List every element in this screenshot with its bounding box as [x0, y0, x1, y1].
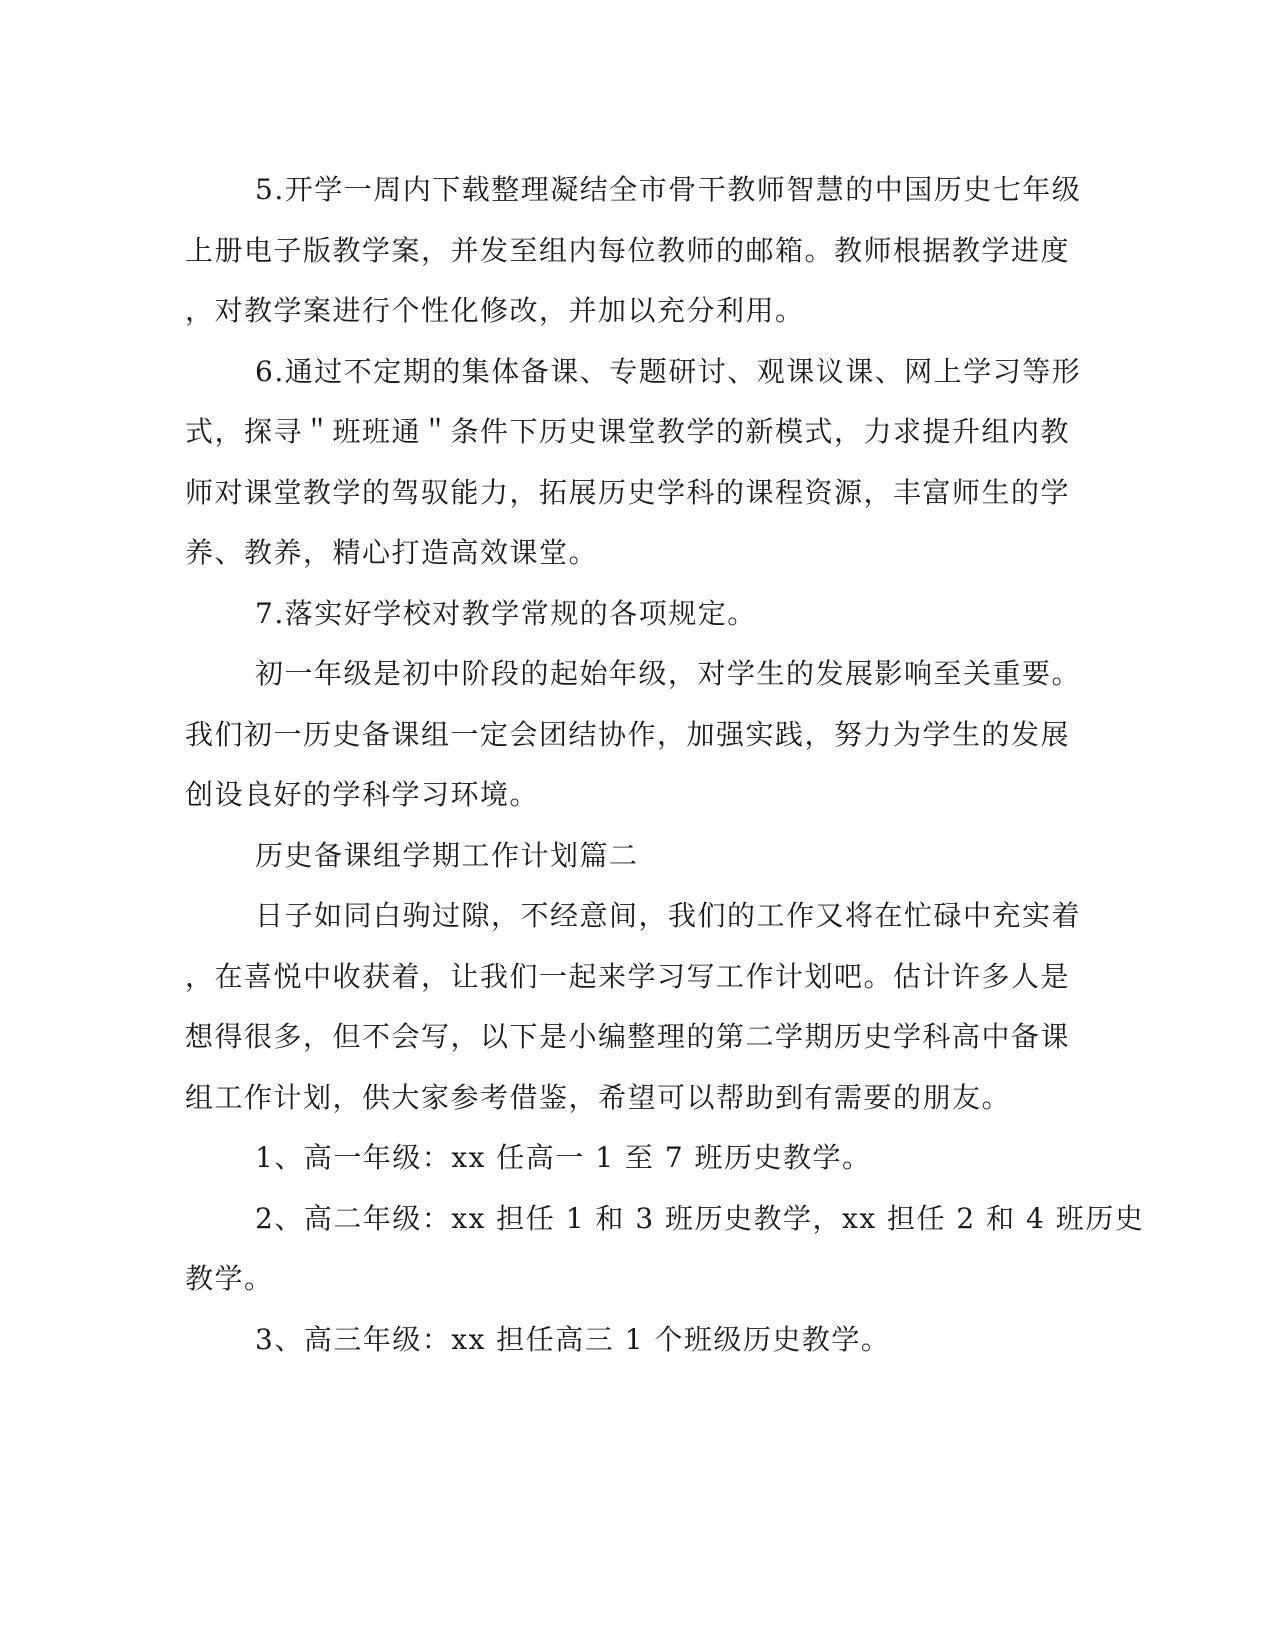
- text-line: ，对教学案进行个性化修改，并加以充分利用。: [185, 294, 805, 327]
- paragraph-conclusion: [185, 644, 1082, 826]
- text-line: 养、教养，精心打造高效课堂。: [185, 536, 599, 569]
- text-line: 5.开学一周内下载整理凝结全市骨干教师智慧的中国历史七年级: [255, 173, 1082, 206]
- paragraph-item-6: [185, 342, 1082, 584]
- text-line: 式，探寻＂班班通＂条件下历史课堂教学的新模式，力求提升组内教: [185, 415, 1071, 448]
- text-line: 3、高三年级：xx 担任高三 1 个班级历史教学。: [255, 1322, 891, 1356]
- paragraph-grade-3: [185, 1310, 1045, 1371]
- document-body: [185, 160, 1145, 1370]
- text-line: 日子如同白驹过隙，不经意间，我们的工作又将在忙碌中充实着: [255, 899, 1082, 932]
- text-line: 初一年级是初中阶段的起始年级，对学生的发展影响至关重要。: [255, 657, 1082, 690]
- text-line: 我们初一历史备课组一定会团结协作，加强实践，努力为学生的发展: [185, 717, 1071, 751]
- text-line: 2、高二年级：xx 担任 1 和 3 班历史教学，xx 担任 2 和 4 班历史: [255, 1201, 1145, 1235]
- paragraph-grade-1: [185, 1128, 1045, 1189]
- text-line: 上册电子版教学案，并发至组内每位教师的邮箱。教师根据教学进度: [185, 233, 1071, 267]
- paragraph-item-7: [185, 584, 1045, 645]
- text-line: ，在喜悦中收获着，让我们一起来学习写工作计划吧。估计许多人是: [185, 959, 1071, 993]
- text-line: 6.通过不定期的集体备课、专题研讨、观课议课、网上学习等形: [255, 354, 1082, 388]
- text-line: 想得很多，但不会写，以下是小编整理的第二学期历史学科高中备课: [185, 1020, 1071, 1053]
- paragraph-grade-2: [185, 1189, 1145, 1310]
- section-heading: [185, 826, 1045, 887]
- text-line: 7.落实好学校对教学常规的各项规定。: [255, 596, 757, 630]
- text-line: 组工作计划，供大家参考借鉴，希望可以帮助到有需要的朋友。: [185, 1080, 1012, 1114]
- text-line: 1、高一年级：xx 任高一 1 至 7 班历史教学。: [255, 1141, 872, 1174]
- text-line: 教学。: [185, 1262, 274, 1295]
- text-line: 创设良好的学科学习环境。: [185, 778, 540, 811]
- heading-text: 历史备课组学期工作计划篇二: [255, 838, 639, 872]
- paragraph-intro: [185, 886, 1082, 1128]
- paragraph-item-5: [185, 160, 1082, 342]
- text-line: 师对课堂教学的驾驭能力，拓展历史学科的课程资源，丰富师生的学: [185, 475, 1071, 509]
